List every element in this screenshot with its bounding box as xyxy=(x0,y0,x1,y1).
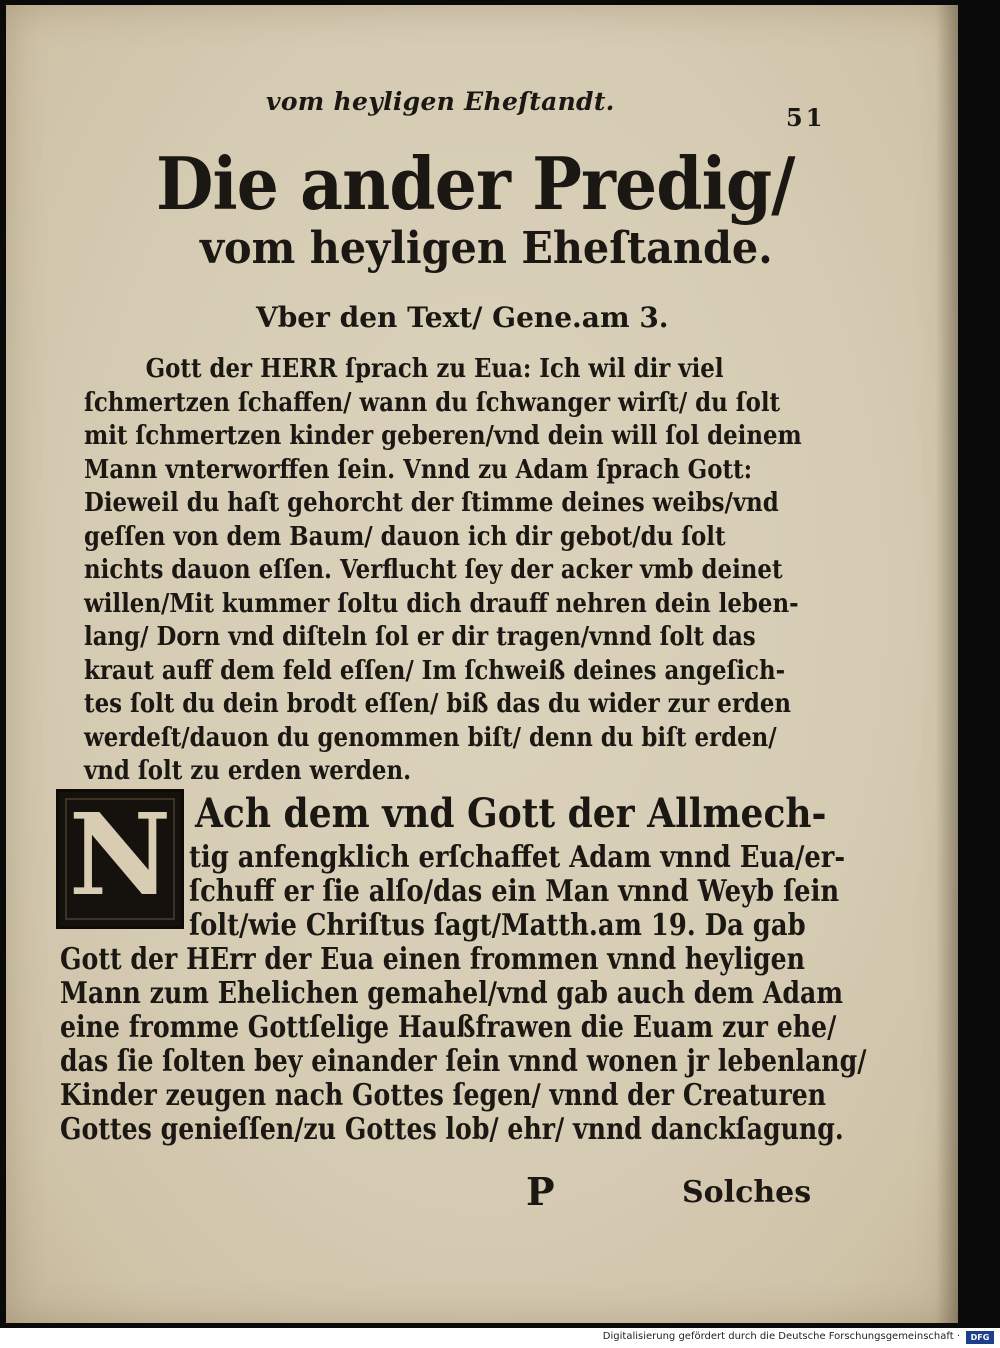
scripture-line: geſſen von dem Baum/ dauon ich dir gebot/du ſolt xyxy=(84,521,726,552)
scripture-line: Dieweil du haſt gehorcht der ſtimme deines weibs/vnd xyxy=(84,488,779,518)
body-line: tig anfengklich erſchaffet Adam vnnd Eua/er- xyxy=(189,840,846,875)
body-line: Gottes genieſſen/zu Gottes lob/ ehr/ vnnd danckſagung. xyxy=(60,1112,844,1147)
sermon-subtitle: vom heyligen Eheſtande. xyxy=(200,223,773,274)
page-foot xyxy=(6,1169,958,1215)
scripture-line: Gott der HERR ſprach zu Eua: Ich wil dir viel xyxy=(145,354,724,384)
scripture-line: werdeſt/dauon du genommen biſt/ denn du biſt erden/ xyxy=(84,722,777,753)
body-line: Mann zum Ehelichen gemahel/vnd gab auch dem Adam xyxy=(60,976,844,1011)
scripture-line: vnd ſolt zu erden werden. xyxy=(84,756,412,786)
body-line: das ſie ſolten bey einander ſein vnnd wonen jr lebenlang/ xyxy=(60,1044,867,1079)
scripture-line: Mann vnterworffen ſein. Vnnd zu Adam ſprach Gott: xyxy=(84,454,753,485)
page-number: 51 xyxy=(786,103,826,132)
scripture-line: nichts dauon eſſen. Verflucht ſey der acker vmb deinet xyxy=(84,555,783,585)
digitization-footer xyxy=(0,1328,1000,1348)
sermon-title: Die ander Predig/ xyxy=(156,141,795,226)
signature-mark: P xyxy=(526,1169,555,1214)
body-line: Gott der HErr der Eua einen frommen vnnd heyligen xyxy=(60,942,806,977)
scripture-reference: Vber den Text/ Gene.am 3. xyxy=(256,301,669,334)
scripture-line: lang/ Dorn vnd diſteln ſol er dir tragen/vnnd ſolt das xyxy=(84,622,756,652)
running-head: vom heyligen Eheſtandt. xyxy=(266,87,615,116)
dfg-logo: DFG xyxy=(966,1331,994,1344)
sermon-body xyxy=(60,789,867,1147)
scripture-line: mit ſchmertzen kinder geberen/vnd dein will ſol deinem xyxy=(84,421,802,451)
body-line: Kinder zeugen nach Gottes ſegen/ vnnd der Creaturen xyxy=(60,1078,827,1113)
body-line: ſchuff er ſie alſo/das ein Man vnnd Weyb ſein xyxy=(189,874,840,909)
page-edge-shadow xyxy=(936,5,958,1323)
book-page xyxy=(6,5,958,1323)
funding-credit: Digitalisierung gefördert durch die Deutsche Forschungsgemeinschaft · xyxy=(602,1331,960,1342)
catchword: Solches xyxy=(682,1175,812,1210)
scripture-line: tes ſolt du dein brodt eſſen/ biß das du wider zur erden xyxy=(84,689,792,719)
scripture-line: kraut auff dem feld eſſen/ Im ſchweiß deines angeſich- xyxy=(84,655,786,686)
initial-letter: N xyxy=(68,790,172,921)
scripture-line: ſchmertzen ſchaffen/ wann du ſchwanger wirſt/ du ſolt xyxy=(84,387,781,418)
body-line: eine fromme Gottſelige Haußfrawen die Euam zur ehe/ xyxy=(60,1010,837,1045)
scripture-quotation xyxy=(84,353,804,789)
body-line: ſolt/wie Chriſtus ſagt/Matth.am 19. Da gab xyxy=(189,908,806,943)
body-line: Ach dem vnd Gott der Allmech- xyxy=(195,790,827,837)
scripture-line: willen/Mit kummer ſoltu dich drauff nehren dein leben- xyxy=(84,588,799,619)
